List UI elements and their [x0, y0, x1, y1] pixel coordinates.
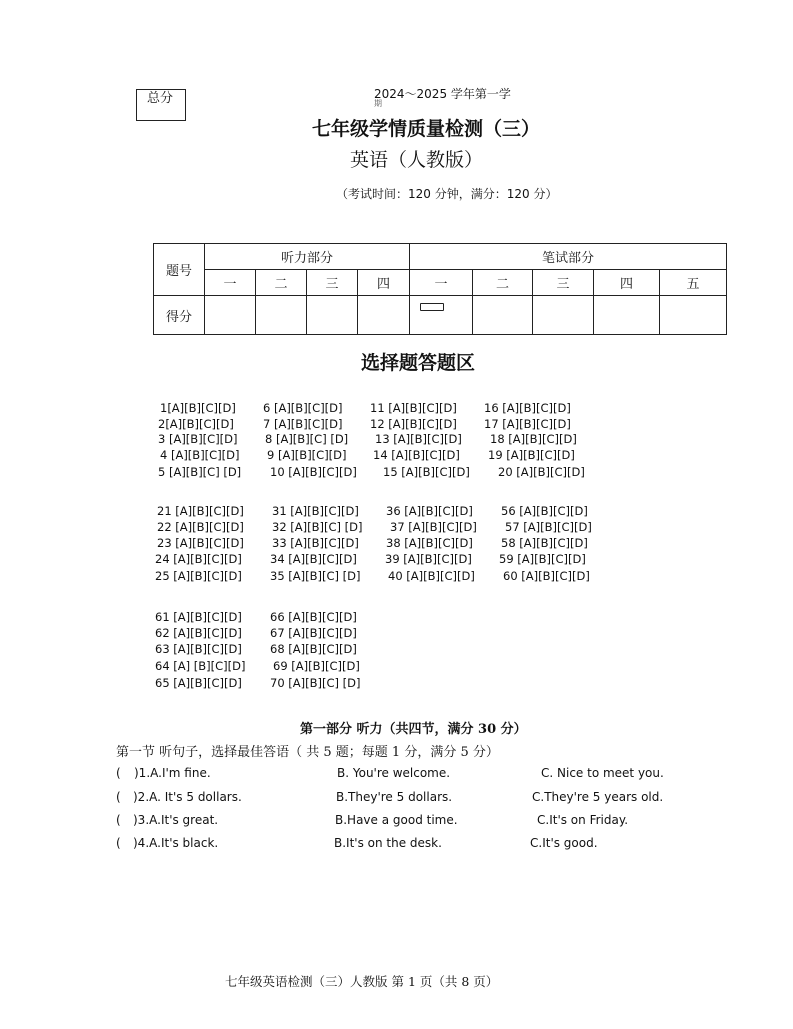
question-4	[116, 836, 598, 850]
answer-bubble-group[interactable]: 56 [A][B][C][D]	[501, 504, 588, 518]
answer-bubble-group[interactable]: 14 [A][B][C][D]	[373, 448, 460, 462]
part1-title: 第一部分 听力（共四节，满分 30 分）	[300, 722, 527, 737]
answer-bubble-group[interactable]: 66 [A][B][C][D]	[270, 610, 357, 624]
answer-bubble-group[interactable]: 1[A][B][C][D]	[160, 401, 236, 415]
answer-bubble-group[interactable]: 57 [A][B][C][D]	[505, 520, 592, 534]
answer-bubble-group[interactable]: 40 [A][B][C][D]	[388, 569, 475, 583]
answer-paren[interactable]: (	[116, 813, 121, 827]
answer-bubble-group[interactable]: 67 [A][B][C][D]	[270, 626, 357, 640]
answer-bubble-group[interactable]: 60 [A][B][C][D]	[503, 569, 590, 583]
option-b: B.It's on the desk.	[334, 836, 442, 850]
listening-col-3: 三	[307, 270, 358, 296]
answer-bubble-group[interactable]: 61 [A][B][C][D]	[155, 610, 242, 624]
score-cell[interactable]	[205, 296, 256, 335]
answer-bubble-group[interactable]: 9 [A][B][C][D]	[267, 448, 347, 462]
score-cell[interactable]	[473, 296, 533, 335]
answer-bubble-group[interactable]: 22 [A][B][C][D]	[157, 520, 244, 534]
answer-bubble-group[interactable]: 68 [A][B][C][D]	[270, 642, 357, 656]
answer-bubble-group[interactable]: 34 [A][B][C][D]	[270, 552, 357, 566]
option-c: C.They're 5 years old.	[532, 790, 664, 804]
subject-title: 英语（人教版）	[350, 149, 484, 171]
answer-bubble-group[interactable]: 63 [A][B][C][D]	[155, 642, 242, 656]
answer-bubble-group[interactable]: 12 [A][B][C][D]	[370, 417, 457, 431]
written-col-5: 五	[660, 270, 727, 296]
section1-title: 第一节 听句子，选择最佳答语（ 共 5 题；每题 1 分，满分 5 分）	[116, 745, 499, 760]
answer-bubble-group[interactable]: 24 [A][B][C][D]	[155, 552, 242, 566]
question-3	[116, 813, 629, 827]
question-1	[116, 766, 664, 780]
answer-bubble-group[interactable]: 32 [A][B][C] [D]	[272, 520, 363, 534]
answer-bubble-group[interactable]: 8 [A][B][C] [D]	[265, 432, 349, 446]
option-b: B.They're 5 dollars.	[336, 790, 453, 804]
answer-bubble-group[interactable]: 17 [A][B][C][D]	[484, 417, 571, 431]
score-cell[interactable]	[660, 296, 727, 335]
score-table	[153, 243, 727, 335]
answer-paren[interactable]: (	[116, 790, 121, 804]
answer-bubble-group[interactable]: 35 [A][B][C] [D]	[270, 569, 361, 583]
exam-title: 七年级学情质量检测（三）	[312, 118, 541, 140]
question-2	[116, 790, 664, 804]
answer-bubble-group[interactable]: 31 [A][B][C][D]	[272, 504, 359, 518]
written-section-header: 笔试部分	[410, 244, 727, 270]
option-c: C.It's on Friday.	[537, 813, 629, 827]
question-stem: )1.A.I'm fine.	[134, 766, 211, 780]
answer-bubble-group[interactable]: 25 [A][B][C][D]	[155, 569, 242, 583]
answer-bubble-group[interactable]: 62 [A][B][C][D]	[155, 626, 242, 640]
answer-bubble-group[interactable]: 2[A][B][C][D]	[158, 417, 234, 431]
score-cell[interactable]	[594, 296, 660, 335]
option-c: C. Nice to meet you.	[541, 766, 664, 780]
score-cell[interactable]	[307, 296, 358, 335]
answer-bubble-group[interactable]: 3 [A][B][C][D]	[158, 432, 238, 446]
answer-bubble-group[interactable]: 7 [A][B][C][D]	[263, 417, 343, 431]
score-cell[interactable]	[533, 296, 594, 335]
written-col-1: 一	[410, 270, 473, 296]
answer-bubble-group[interactable]: 33 [A][B][C][D]	[272, 536, 359, 550]
score-row-label: 得分	[154, 296, 205, 335]
answer-bubble-group[interactable]: 11 [A][B][C][D]	[370, 401, 457, 415]
answer-area-title: 选择题答题区	[361, 352, 476, 374]
answer-bubble-group[interactable]: 21 [A][B][C][D]	[157, 504, 244, 518]
score-cell[interactable]	[358, 296, 410, 335]
question-stem: )3.A.It's great.	[133, 813, 219, 827]
answer-bubble-group[interactable]: 58 [A][B][C][D]	[501, 536, 588, 550]
school-year-line: 2024～2025 学年第一学	[374, 87, 511, 101]
school-year-remnant: 期	[374, 99, 382, 108]
page-footer: 七年级英语检测（三）人教版 第 1 页（共 8 页）	[225, 974, 499, 989]
question-stem: )2.A. It's 5 dollars.	[133, 790, 242, 804]
answer-bubble-group[interactable]: 69 [A][B][C][D]	[273, 659, 360, 673]
answer-bubble-group[interactable]: 13 [A][B][C][D]	[375, 432, 462, 446]
listening-col-1: 一	[205, 270, 256, 296]
answer-bubble-group[interactable]: 10 [A][B][C][D]	[270, 465, 357, 479]
exam-time-info: （考试时间：120 分钟，满分：120 分）	[336, 187, 558, 201]
answer-bubble-group[interactable]: 16 [A][B][C][D]	[484, 401, 571, 415]
answer-paren[interactable]: (	[116, 766, 121, 780]
option-b: B.Have a good time.	[335, 813, 458, 827]
question-number-header: 题号	[154, 244, 205, 296]
checkbox-mark	[420, 303, 444, 311]
option-b: B. You're welcome.	[337, 766, 451, 780]
listening-col-4: 四	[358, 270, 410, 296]
written-col-3: 三	[533, 270, 594, 296]
option-c: C.It's good.	[530, 836, 598, 850]
score-cell[interactable]	[256, 296, 307, 335]
written-col-2: 二	[473, 270, 533, 296]
answer-bubble-group[interactable]: 6 [A][B][C][D]	[263, 401, 343, 415]
written-col-4: 四	[594, 270, 660, 296]
answer-bubble-group[interactable]: 19 [A][B][C][D]	[488, 448, 575, 462]
answer-bubble-group[interactable]: 39 [A][B][C][D]	[385, 552, 472, 566]
listening-section-header: 听力部分	[205, 244, 410, 270]
answer-bubble-group[interactable]: 38 [A][B][C][D]	[386, 536, 473, 550]
answer-bubble-group[interactable]: 64 [A] [B][C][D]	[155, 659, 246, 673]
answer-bubble-group[interactable]: 59 [A][B][C][D]	[499, 552, 586, 566]
answer-bubble-group[interactable]: 65 [A][B][C][D]	[155, 676, 242, 690]
answer-bubble-group[interactable]: 20 [A][B][C][D]	[498, 465, 585, 479]
question-stem: )4.A.It's black.	[133, 836, 219, 850]
answer-bubble-group[interactable]: 70 [A][B][C] [D]	[270, 676, 361, 690]
total-score-box: 总分	[136, 89, 186, 121]
answer-bubble-group[interactable]: 36 [A][B][C][D]	[386, 504, 473, 518]
answer-bubble-group[interactable]: 5 [A][B][C] [D]	[158, 465, 242, 479]
answer-bubble-group[interactable]: 18 [A][B][C][D]	[490, 432, 577, 446]
answer-paren[interactable]: (	[116, 836, 121, 850]
listening-col-2: 二	[256, 270, 307, 296]
score-cell[interactable]	[410, 296, 473, 335]
answer-bubble-group[interactable]: 37 [A][B][C][D]	[390, 520, 477, 534]
answer-bubble-group[interactable]: 4 [A][B][C][D]	[160, 448, 240, 462]
answer-bubble-group[interactable]: 23 [A][B][C][D]	[157, 536, 244, 550]
answer-bubble-group[interactable]: 15 [A][B][C][D]	[383, 465, 470, 479]
